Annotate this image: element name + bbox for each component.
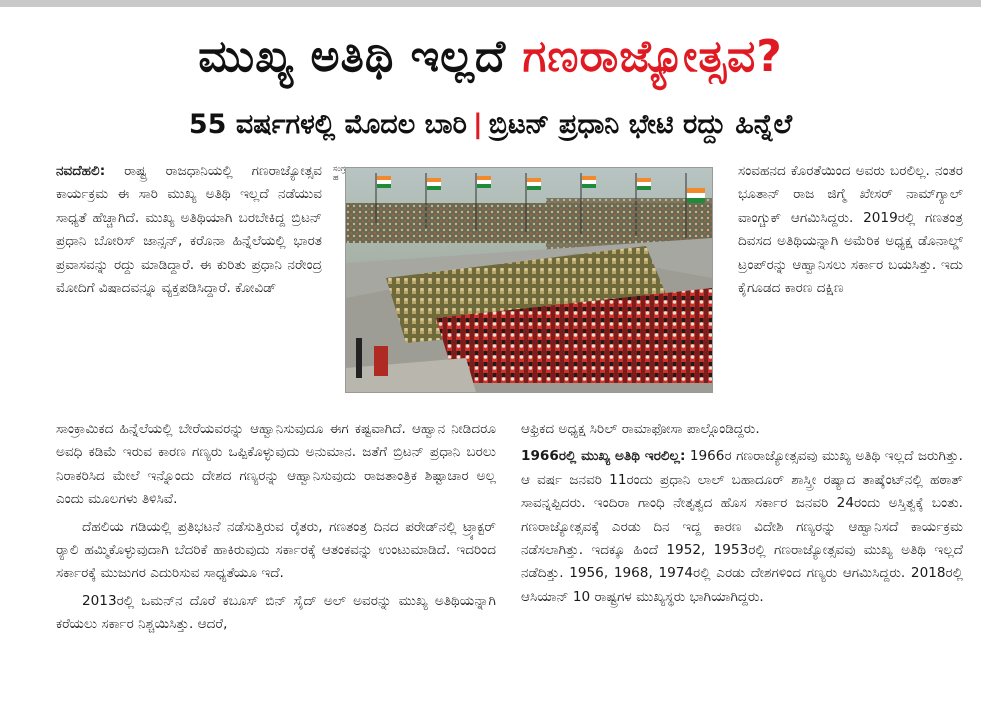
article-paragraph-3: 2013ರಲ್ಲಿ ಒಮನ್‌ನ ದೊರೆ ಕಬೂಸ್ ಬಿನ್ ಸೈದ್ ಅಲ್ ಅವರನ್ನು ಮುಖ್ಯ ಅತಿಥಿಯನ್ನಾಗಿ ಕರೆಯಲು ಸರ್ಕಾರ ನಿಶ್ಚಯಿಸಿತ್ತು. ಆದರೆ, — [56, 592, 496, 633]
headline-part-2: ಗಣರಾಜ್ಯೋತ್ಸವ? — [522, 31, 783, 82]
article-paragraph-right-1: ಸಂವಹನದ ಕೊರತೆಯಿಂದ ಅವರು ಬರಲಿಲ್ಲ. ನಂತರ ಭೂತಾನ್ ರಾಜ ಜಿಗ್ಮೆ ಖೇಸರ್ ನಾಮ್‌ಗ್ಯಾಲ್ ವಾಂಗ್ಚುಕ್ ಆಗಮಿಸಿದ್ದರು. 2019ರಲ್ಲಿ ಗಣತಂತ್ರ ದಿವಸದ ಅತಿಥಿಯನ್ನಾಗಿ ಅಮೆರಿಕ ಅಧ್ಯಕ್ಷ ಡೊನಾಲ್ಡ್ ಟ್ರಂಪ್‌ರನ್ನು ಆಹ್ವಾನಿಸಲು ಸರ್ಕಾರ ಬಯಸಿತ್ತು. ಇದು ಕೈಗೂಡದ ಕಾರಣ ದಕ್ಷಿಣ — [738, 163, 963, 297]
subhead-right: ಬ್ರಿಟನ್ ಪ್ರಧಾನಿ ಭೇಟಿ ರದ್ದು ಹಿನ್ನೆಲೆ — [488, 109, 793, 140]
photo-credit: ಸಂಗ್ರಹ — [333, 164, 346, 182]
article-paragraph-1-cont: ಸಾಂಕ್ರಾಮಿಕದ ಹಿನ್ನೆಲೆಯಲ್ಲಿ ಬೇರೆಯವರನ್ನು ಆಹ್ವಾನಿಸುವುದೂ ಈಗ ಕಷ್ಟವಾಗಿದೆ. ಆಹ್ವಾನ ನೀಡಿದರೂ ಅವಧಿ ಕಡಿಮೆ ಇರುವ ಕಾರಣ ಗಣ್ಯರು ಒಪ್ಪಿಕೊಳ್ಳುವುದು ಅನುಮಾನ. ಜತೆಗೆ ಬ್ರಿಟನ್ ಪ್ರಧಾನಿ ಬರಲು ನಿರಾಕರಿಸಿದ ಮೇಲೆ ಇನ್ನೊಂದು ದೇಶದ ಗಣ್ಯರನ್ನು ಆಹ್ವಾನಿಸುವುದು ರಾಜತಾಂತ್ರಿಕ ಶಿಷ್ಟಾಚಾರ ಅಲ್ಲ ಎಂದು ಮೂಲಗಳು ತಿಳಿಸಿವೆ. — [56, 421, 496, 508]
article-paragraph-1: ರಾಷ್ಟ್ರ ರಾಜಧಾನಿಯಲ್ಲಿ ಗಣರಾಜ್ಯೋತ್ಸವ ಕಾರ್ಯಕ್ರಮ ಈ ಸಾರಿ ಮುಖ್ಯ ಅತಿಥಿ ಇಲ್ಲದೆ ನಡೆಯುವ ಸಾಧ್ಯತೆ ಹೆಚ್ಚಾಗಿದೆ. ಮುಖ್ಯ ಅತಿಥಿಯಾಗಿ ಬರಬೇಕಿದ್ದ ಬ್ರಿಟನ್ ಪ್ರಧಾನಿ ಬೋರಿಸ್ ಜಾನ್ಸನ್, ಕರೊನಾ ಹಿನ್ನೆಲೆಯಲ್ಲಿ ಭಾರತ ಪ್ರವಾಸವನ್ನು ರದ್ದು ಮಾಡಿದ್ದಾರೆ. ಈ ಕುರಿತು ಪ್ರಧಾನಿ ನರೇಂದ್ರ ಮೋದಿಗೆ ವಿಷಾದವನ್ನೂ ವ್ಯಕ್ತಪಡಿಸಿದ್ದಾರೆ. ಕೋವಿಡ್ — [56, 163, 322, 297]
page-top-strip — [0, 0, 981, 7]
article-column-left — [56, 418, 496, 637]
subhead-left: 55 ವರ್ಷಗಳಲ್ಲಿ ಮೊದಲ ಬಾರಿ — [188, 109, 467, 140]
parade-photo — [345, 167, 713, 393]
dateline: ನವದೆಹಲಿ: — [56, 163, 106, 179]
article-column-left-top — [56, 160, 322, 300]
headline — [0, 26, 981, 88]
subhead-separator: | — [472, 109, 483, 140]
article-column-right — [521, 418, 963, 609]
subsection-heading: 1966ರಲ್ಲಿ ಮುಖ್ಯ ಅತಿಥಿ ಇರಲಿಲ್ಲ: — [521, 448, 686, 465]
article-paragraph-2: ದೆಹಲಿಯ ಗಡಿಯಲ್ಲಿ ಪ್ರತಿಭಟನೆ ನಡೆಸುತ್ತಿರುವ ರೈತರು, ಗಣತಂತ್ರ ದಿನದ ಪರೇಡ್‌ನಲ್ಲಿ ಟ್ರ್ಯಾಕ್ಟರ್ ರ್‍ಯಾಲಿ ಹಮ್ಮಿಕೊಳ್ಳುವುದಾಗಿ ಬೆದರಿಕೆ ಹಾಕಿರುವುದು ಸರ್ಕಾರಕ್ಕೆ ಆತಂಕವನ್ನು ಉಂಟುಮಾಡಿದೆ. ಇದರಿಂದ ಸರ್ಕಾರಕ್ಕೆ ಮುಜುಗರ ಎದುರಿಸುವ ಸಾಧ್ಯತೆಯೂ ಇದೆ. — [56, 518, 496, 582]
article-column-right-top — [738, 160, 963, 300]
headline-part-1: ಮುಖ್ಯ ಅತಿಥಿ ಇಲ್ಲದೆ — [198, 31, 507, 82]
article-paragraph-right-2: 1966ರ ಗಣರಾಜ್ಯೋತ್ಸವವು ಮುಖ್ಯ ಅತಿಥಿ ಇಲ್ಲದೆ ಜರುಗಿತ್ತು. ಆ ವರ್ಷ ಜನವರಿ 11ರಂದು ಪ್ರಧಾನಿ ಲಾಲ್ ಬಹಾದೂರ್ ಶಾಸ್ತ್ರೀ ರಷ್ಯಾದ ತಾಷ್ಕೆಂಟ್‌ನಲ್ಲಿ ಹಠಾತ್ ಸಾವನ್ನಪ್ಪಿದರು. ಇಂದಿರಾ ಗಾಂಧಿ ನೇತೃತ್ವದ ಹೊಸ ಸರ್ಕಾರ ಜನವರಿ 24ರಂದು ಅಸ್ತಿತ್ವಕ್ಕೆ ಬಂತು. ಗಣರಾಜ್ಯೋತ್ಸವಕ್ಕೆ ಎರಡು ದಿನ ಇದ್ದ ಕಾರಣ ವಿದೇಶಿ ಗಣ್ಯರನ್ನು ಆಹ್ವಾನಿಸದೆ ಕಾರ್ಯಕ್ರಮ ನಡೆಸಲಾಗಿತ್ತು. ಇದಕ್ಕೂ ಹಿಂದೆ 1952, 1953ರಲ್ಲಿ ಗಣರಾಜ್ಯೋತ್ಸವವು ಮುಖ್ಯ ಅತಿಥಿ ಇಲ್ಲದೆ ನಡೆದಿತ್ತು. 1956, 1968, 1974ರಲ್ಲಿ ಎರಡು ದೇಶಗಳಿಂದ ಗಣ್ಯರು ಆಗಮಿಸಿದ್ದರು. 2018ರಲ್ಲಿ ಆಸಿಯಾನ್ 10 ರಾಷ್ಟ್ರಗಳ ಮುಖ್ಯಸ್ಥರು ಭಾಗಿಯಾಗಿದ್ದರು. — [521, 448, 963, 605]
article-paragraph-right-1-cont: ಆಫ್ರಿಕದ ಅಧ್ಯಕ್ಷ ಸಿರಿಲ್ ರಾಮಾಫೋಸಾ ಪಾಲ್ಗೊಂಡಿದ್ದರು. — [521, 421, 760, 437]
subheadline — [0, 104, 981, 146]
